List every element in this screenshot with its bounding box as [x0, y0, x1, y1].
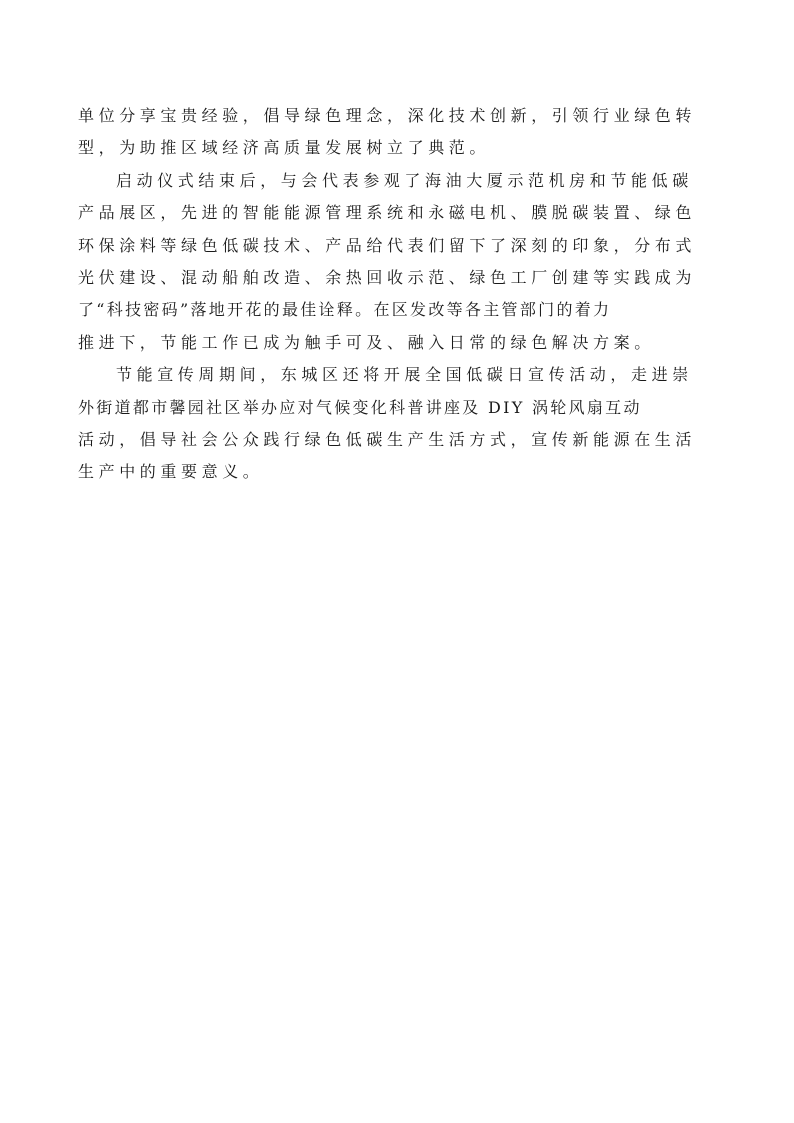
paragraph-2 [78, 165, 718, 359]
text-line: 单位分享宝贵经验，倡导绿色理念，深化技术创新，引领行业绿色转 [78, 106, 697, 125]
document-body [78, 100, 718, 489]
text-line: 活动，倡导社会公众践行绿色低碳生产生活方式，宣传新能源在生活 [78, 429, 697, 449]
text-line: 启动仪式结束后，与会代表参观了海油大厦示范机房和节能低碳 [116, 170, 693, 190]
text-line: 了“科技密码”落地开花的最佳诠释。在区发改等各主管部门的着力 [78, 300, 612, 320]
text-line: 产品展区，先进的智能能源管理系统和永磁电机、膜脱碳装置、绿色 [78, 203, 697, 223]
text-line: 生产中的重要意义。 [78, 462, 264, 482]
text-line: 推进下，节能工作已成为触手可及、融入日常的绿色解决方案。 [78, 332, 655, 352]
text-line: 光伏建设、混动船舶改造、余热回收示范、绿色工厂创建等实践成为 [78, 267, 697, 287]
paragraph-3 [78, 359, 718, 489]
text-line: 环保涂料等绿色低碳技术、产品给代表们留下了深刻的印象，分布式 [78, 235, 697, 255]
paragraph-1 [78, 100, 718, 165]
text-line: 型，为助推区域经济高质量发展树立了典范。 [78, 138, 491, 158]
text-line: 节能宣传周期间，东城区还将开展全国低碳日宣传活动，走进崇 [116, 365, 693, 385]
text-line: 外街道都市馨园社区举办应对气候变化科普讲座及 DIY 涡轮风扇互动 [78, 397, 642, 417]
